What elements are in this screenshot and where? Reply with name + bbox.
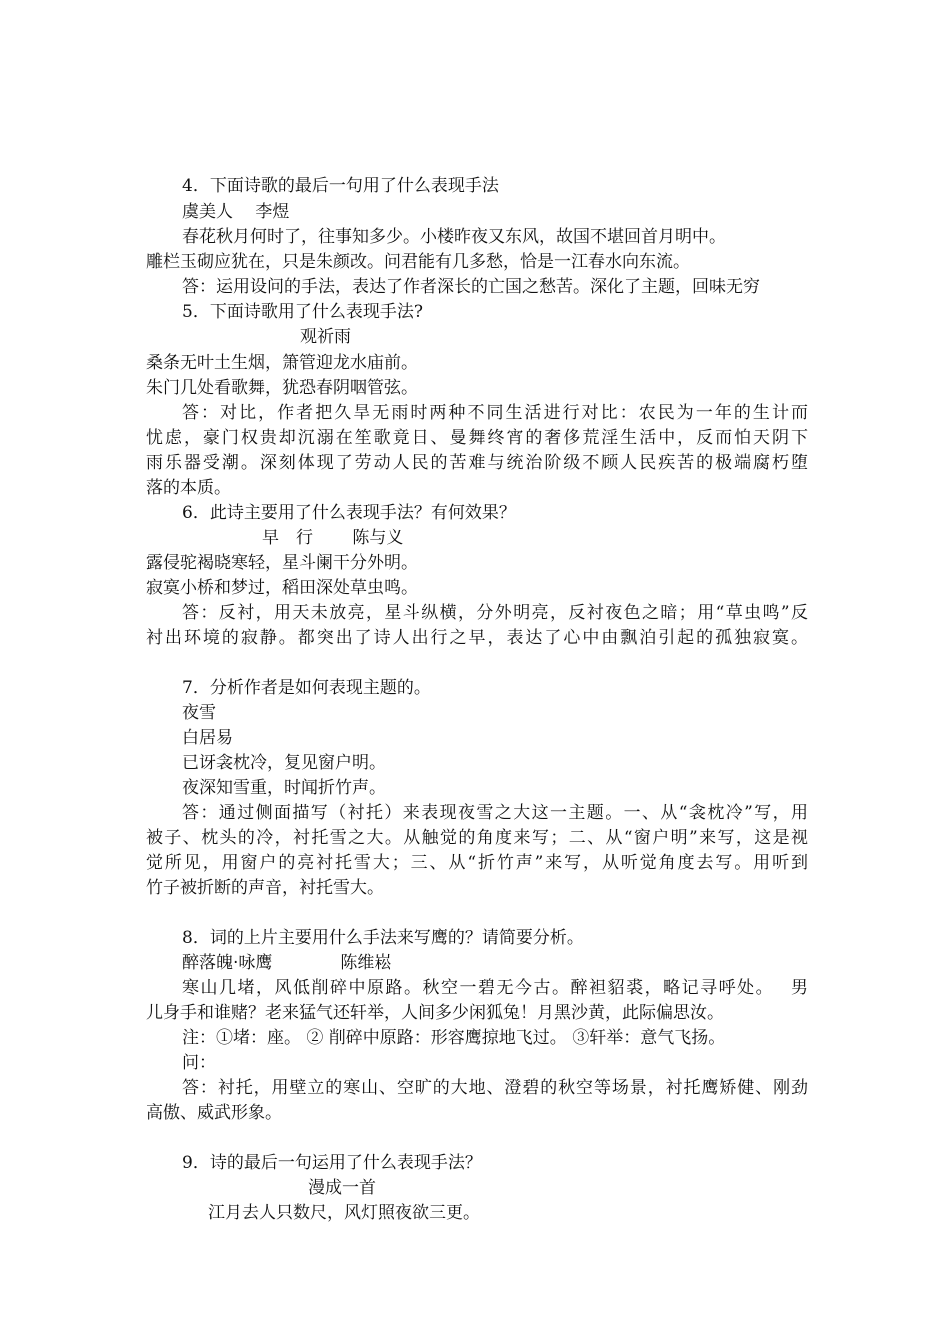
q5-answer-line-2: 忧虑，豪门权贵却沉溺在笙歌竟日、曼舞终宵的奢侈荒淫生活中，反而怕天阴下 <box>146 428 808 448</box>
q5-answer-line-4: 落的本质。 <box>146 478 231 498</box>
q8-poem-line-1: 寒山几堵，风低削碎中原路。秋空一碧无今古。醉袒貂裘，略记寻呼处。 男 <box>182 978 808 998</box>
q7-poem-title: 夜雪 <box>182 703 216 723</box>
q7-answer-line-4: 竹子被折断的声音，衬托雪大。 <box>146 878 384 898</box>
q7-poem-line-1: 已讶衾枕冷，复见窗户明。 <box>182 753 386 773</box>
q8-poem-line-2: 儿身手和谁赌？老来猛气还轩举，人间多少闲狐兔！月黑沙黄，此际偏思汝。 <box>146 1003 724 1023</box>
q4-question: 4．下面诗歌的最后一句用了什么表现手法 <box>182 176 499 196</box>
q6-answer-line-2: 衬出环境的寂静。都突出了诗人出行之早，表达了心中由飘泊引起的孤独寂寞。 <box>146 628 808 648</box>
q8-note: 注：①堵：座。 ② 削碎中原路：形容鹰掠地飞过。 ③轩举：意气飞扬。 <box>182 1028 726 1048</box>
q7-question: 7．分析作者是如何表现主题的。 <box>182 678 431 698</box>
q8-answer-line-1: 答：衬托，用壁立的寒山、空旷的大地、澄碧的秋空等场景，衬托鹰矫健、刚劲 <box>182 1078 808 1098</box>
q7-answer-line-2: 被子、枕头的冷，衬托雪之大。从触觉的角度来写；二、从“窗户明”来写，这是视 <box>146 828 808 848</box>
q5-poem-line-2: 朱门几处看歌舞，犹恐春阴咽管弦。 <box>146 378 418 398</box>
q9-poem-line-1: 江月去人只数尺，风灯照夜欲三更。 <box>208 1203 480 1223</box>
q8-poem-title: 醉落魄·咏鹰 陈维崧 <box>182 953 392 973</box>
q8-question: 8．词的上片主要用什么手法来写鹰的？请简要分析。 <box>182 928 584 948</box>
q8-ask: 问： <box>182 1053 216 1073</box>
q5-question: 5．下面诗歌用了什么表现手法? <box>182 302 423 322</box>
q6-poem-title: 早 行 陈与义 <box>262 528 404 548</box>
q4-answer: 答：运用设问的手法，表达了作者深长的亡国之愁苦。深化了主题，回味无穷 <box>182 277 760 297</box>
q4-poem-line-1: 春花秋月何时了，往事知多少。小楼昨夜又东风，故国不堪回首月明中。 <box>182 227 726 247</box>
q4-poem-line-2: 雕栏玉砌应犹在，只是朱颜改。问君能有几多愁，恰是一江春水向东流。 <box>146 252 690 272</box>
q5-poem-title: 观祈雨 <box>300 327 351 347</box>
q6-poem-line-2: 寂寞小桥和梦过，稻田深处草虫鸣。 <box>146 578 418 598</box>
q7-answer-line-3: 觉所见，用窗户的亮衬托雪大；三、从“折竹声”来写，从听觉角度去写。用听到 <box>146 853 808 873</box>
q7-poem-line-2: 夜深知雪重，时闻折竹声。 <box>182 778 386 798</box>
q7-answer-line-1: 答：通过侧面描写（衬托）来表现夜雪之大这一主题。一、从“衾枕冷”写，用 <box>182 803 808 823</box>
q6-poem-line-1: 露侵驼褐晓寒轻，星斗阑干分外明。 <box>146 553 418 573</box>
q6-question: 6．此诗主要用了什么表现手法？有何效果？ <box>182 503 516 523</box>
q9-poem-title: 漫成一首 <box>308 1178 376 1198</box>
q7-poet: 白居易 <box>182 728 233 748</box>
q5-answer-line-3: 雨乐器受潮。深刻体现了劳动人民的苦难与统治阶级不顾人民疾苦的极端腐朽堕 <box>146 453 808 473</box>
q5-answer-line-1: 答：对比，作者把久旱无雨时两种不同生活进行对比：农民为一年的生计而 <box>182 403 808 423</box>
q6-answer-line-1: 答：反衬，用天未放亮，星斗纵横，分外明亮，反衬夜色之暗；用“草虫鸣”反 <box>182 603 808 623</box>
q9-question: 9．诗的最后一句运用了什么表现手法？ <box>182 1153 482 1173</box>
q5-poem-line-1: 桑条无叶土生烟，箫管迎龙水庙前。 <box>146 353 418 373</box>
q8-answer-line-2: 高傲、威武形象。 <box>146 1103 282 1123</box>
q4-poem-title: 虞美人 李煜 <box>182 202 290 222</box>
